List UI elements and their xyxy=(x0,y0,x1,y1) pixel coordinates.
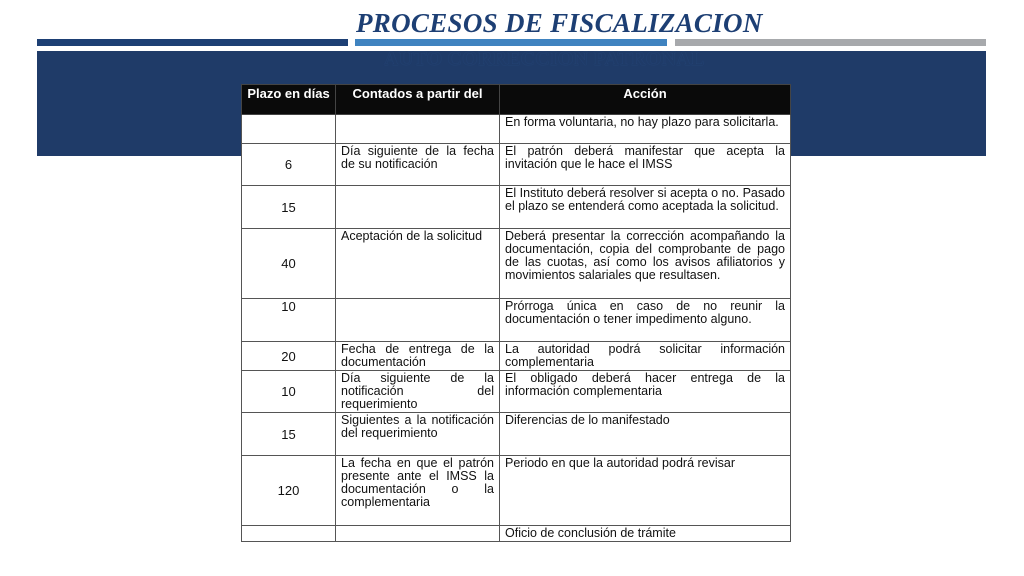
table-row xyxy=(242,186,791,229)
slide-title: PROCESOS DE FISCALIZACION xyxy=(356,8,763,38)
table-row xyxy=(242,144,791,186)
cell-plazo: 20 xyxy=(242,342,336,371)
deadlines-table-container xyxy=(241,84,790,540)
cell-plazo: 120 xyxy=(242,456,336,526)
table-row xyxy=(242,413,791,456)
header-plazo: Plazo en días xyxy=(242,85,336,115)
cell-accion: El patrón deberá manifestar que acepta la invitación que le hace el IMSS xyxy=(500,144,791,186)
cell-plazo: 40 xyxy=(242,229,336,299)
cell-contados xyxy=(336,299,500,342)
cell-contados: La fecha en que el patrón presente ante el IMSS la documentación o la complementaria xyxy=(336,456,500,526)
table-header-row xyxy=(242,85,791,115)
cell-contados: Día siguiente de la fecha de su notificación xyxy=(336,144,500,186)
cell-plazo: 10 xyxy=(242,371,336,413)
table-row xyxy=(242,299,791,342)
cell-plazo: 15 xyxy=(242,413,336,456)
cell-accion: Deberá presentar la corrección acompañando la documentación, copia del comprobante de pago de las cuotas, así como los avisos afiliatorios y movimientos salariales que resultasen. xyxy=(500,229,791,299)
cell-accion: Diferencias de lo manifestado xyxy=(500,413,791,456)
table-row xyxy=(242,456,791,526)
table-row xyxy=(242,342,791,371)
header-accion: Acción xyxy=(500,85,791,115)
header-contados: Contados a partir del xyxy=(336,85,500,115)
cell-plazo xyxy=(242,526,336,542)
decorative-bar-right xyxy=(675,39,986,46)
cell-accion: La autoridad podrá solicitar información complementaria xyxy=(500,342,791,371)
cell-contados xyxy=(336,526,500,542)
cell-contados xyxy=(336,115,500,144)
cell-accion: El Instituto deberá resolver si acepta o no. Pasado el plazo se entenderá como aceptada la solicitud. xyxy=(500,186,791,229)
cell-contados: Siguientes a la notificación del requerimiento xyxy=(336,413,500,456)
table-row xyxy=(242,229,791,299)
cell-plazo: 15 xyxy=(242,186,336,229)
cell-contados: Aceptación de la solicitud xyxy=(336,229,500,299)
cell-plazo: 10 xyxy=(242,299,336,342)
cell-contados: Fecha de entrega de la documentación xyxy=(336,342,500,371)
cell-accion: Prórroga única en caso de no reunir la documentación o tener impedimento alguno. xyxy=(500,299,791,342)
deadlines-table xyxy=(241,84,791,542)
cell-plazo xyxy=(242,115,336,144)
decorative-bar-left xyxy=(37,39,348,46)
slide-subtitle: AUTO CORRECCION PATRONAL xyxy=(384,48,705,70)
cell-plazo: 6 xyxy=(242,144,336,186)
cell-contados xyxy=(336,186,500,229)
table-row xyxy=(242,371,791,413)
cell-contados: Día siguiente de la notificación del requerimiento xyxy=(336,371,500,413)
cell-accion: Periodo en que la autoridad podrá revisar xyxy=(500,456,791,526)
table-row xyxy=(242,115,791,144)
cell-accion: En forma voluntaria, no hay plazo para solicitarla. xyxy=(500,115,791,144)
table-row xyxy=(242,526,791,542)
decorative-bar-middle xyxy=(355,39,667,46)
cell-accion: El obligado deberá hacer entrega de la información complementaria xyxy=(500,371,791,413)
cell-accion: Oficio de conclusión de trámite xyxy=(500,526,791,542)
